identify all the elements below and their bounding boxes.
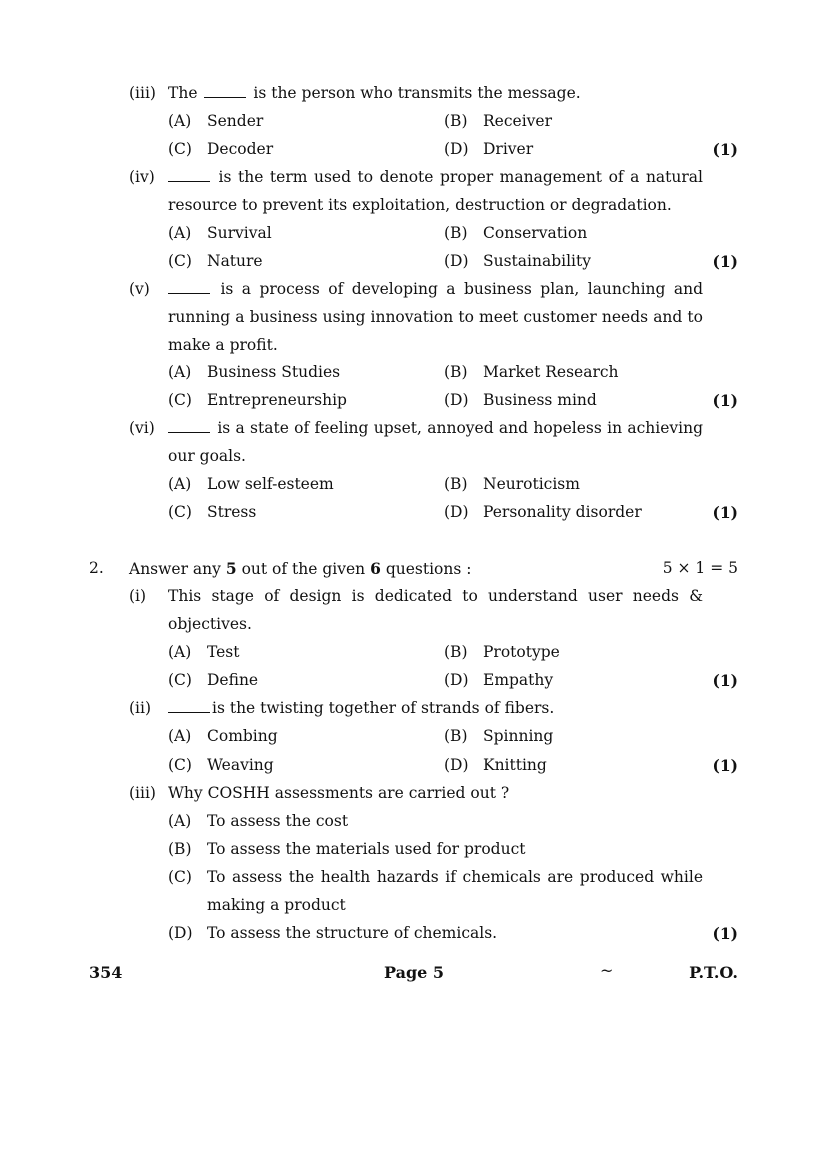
stem-text: is the twisting together of strands of fibers. xyxy=(212,699,555,717)
option-text: Stress xyxy=(207,503,257,521)
fill-in-blank xyxy=(168,169,210,182)
option-text: Neuroticism xyxy=(483,475,580,493)
option-label: (B) xyxy=(444,224,468,242)
question-stem: Why COSHH assessments are carried out ? xyxy=(168,784,510,802)
pto-label: P.T.O. xyxy=(689,963,738,982)
option-text: Knitting xyxy=(483,756,547,774)
option-text: Nature xyxy=(207,252,263,270)
stem-text: is a state of feeling upset, annoyed and hopeless in achieving our goals. xyxy=(168,419,704,465)
option-label: (A) xyxy=(168,812,192,830)
question-mark: (1) xyxy=(712,756,738,775)
stem-text: is a process of developing a business plan, launching and running a business using innovation to meet customer needs and to make a profit. xyxy=(168,280,703,354)
option-text: Sender xyxy=(207,112,264,130)
option-text: Conservation xyxy=(483,224,588,242)
option-label: (A) xyxy=(168,727,192,745)
option-label: (A) xyxy=(168,224,192,242)
question-stem xyxy=(168,699,554,717)
option-label: (B) xyxy=(444,363,468,381)
fill-in-blank xyxy=(168,700,210,713)
option-text: Decoder xyxy=(207,140,274,158)
option-label: (C) xyxy=(168,391,192,409)
option-text: Personality disorder xyxy=(483,503,642,521)
option-label: (A) xyxy=(168,112,192,130)
option-label: (B) xyxy=(168,840,192,858)
fill-in-blank xyxy=(204,85,246,98)
option-text: Receiver xyxy=(483,112,552,130)
option-label: (A) xyxy=(168,363,192,381)
section-number: 2. xyxy=(89,559,104,577)
question-mark: (1) xyxy=(712,140,738,159)
page-number: Page 5 xyxy=(384,963,445,982)
option-label: (D) xyxy=(444,252,469,270)
stem-text: is the term used to denote proper management of a natural resource to prevent its exploitation, destruction or degradation. xyxy=(168,168,703,214)
question-number: (iii) xyxy=(129,784,156,802)
fill-in-blank xyxy=(168,420,210,433)
section-heading xyxy=(129,559,471,578)
option-text: Business mind xyxy=(483,391,597,409)
option-text: Test xyxy=(207,643,240,661)
option-text: Survival xyxy=(207,224,272,242)
heading-number: 5 xyxy=(225,559,237,578)
option-text: To assess the health hazards if chemicals are produced while making a product xyxy=(207,868,703,914)
question-mark: (1) xyxy=(712,391,738,410)
option-text: To assess the structure of chemicals. xyxy=(207,924,498,942)
option-label: (C) xyxy=(168,252,192,270)
stem-text: The xyxy=(168,84,198,102)
option-label: (C) xyxy=(168,140,192,158)
question-stem xyxy=(168,163,703,219)
option-label: (D) xyxy=(444,756,469,774)
option-text: Empathy xyxy=(483,671,554,689)
footer-tilde: ~ xyxy=(600,961,614,980)
option-text: To assess the cost xyxy=(207,812,349,830)
option-label: (D) xyxy=(444,671,469,689)
option-label: (C) xyxy=(168,756,192,774)
question-mark: (1) xyxy=(712,503,738,522)
option-text: Business Studies xyxy=(207,363,341,381)
option-label: (C) xyxy=(168,868,192,886)
fill-in-blank xyxy=(168,281,210,294)
question-stem xyxy=(168,414,703,470)
question-number: (v) xyxy=(129,280,150,298)
option-text: Combing xyxy=(207,727,278,745)
option-label: (D) xyxy=(168,924,193,942)
question-number: (iii) xyxy=(129,84,156,102)
question-number: (i) xyxy=(129,587,147,605)
option-label: (A) xyxy=(168,643,192,661)
heading-text: Answer any xyxy=(129,560,221,578)
question-stem: This stage of design is dedicated to understand user needs & objectives. xyxy=(168,587,703,633)
option-text: Low self-esteem xyxy=(207,475,334,493)
option-label: (B) xyxy=(444,727,468,745)
section-marks: 5 × 1 = 5 xyxy=(662,559,738,577)
option-label: (B) xyxy=(444,475,468,493)
heading-text: out of the given xyxy=(241,560,366,578)
option-text: Sustainability xyxy=(483,252,591,270)
question-number: (vi) xyxy=(129,419,155,437)
option-label: (D) xyxy=(444,503,469,521)
option-text: Prototype xyxy=(483,643,560,661)
question-mark: (1) xyxy=(712,671,738,690)
option-text: Spinning xyxy=(483,727,554,745)
option-text: To assess the materials used for product xyxy=(207,840,526,858)
option-text: Market Research xyxy=(483,363,619,381)
question-stem xyxy=(168,84,581,102)
option-label: (B) xyxy=(444,643,468,661)
question-mark: (1) xyxy=(712,252,738,271)
question-mark: (1) xyxy=(712,924,738,943)
heading-text: questions : xyxy=(385,560,472,578)
option-label: (A) xyxy=(168,475,192,493)
option-label: (C) xyxy=(168,503,192,521)
paper-code: 354 xyxy=(89,963,123,982)
option-label: (D) xyxy=(444,140,469,158)
question-number: (iv) xyxy=(129,168,155,186)
option-text: Define xyxy=(207,671,259,689)
option-label: (D) xyxy=(444,391,469,409)
option-text: Driver xyxy=(483,140,534,158)
option-text: Entrepreneurship xyxy=(207,391,347,409)
option-label: (B) xyxy=(444,112,468,130)
question-stem xyxy=(168,275,703,359)
question-number: (ii) xyxy=(129,699,152,717)
option-label: (C) xyxy=(168,671,192,689)
stem-text: is the person who transmits the message. xyxy=(253,84,581,102)
heading-number: 6 xyxy=(370,559,381,578)
option-text: Weaving xyxy=(207,756,274,774)
